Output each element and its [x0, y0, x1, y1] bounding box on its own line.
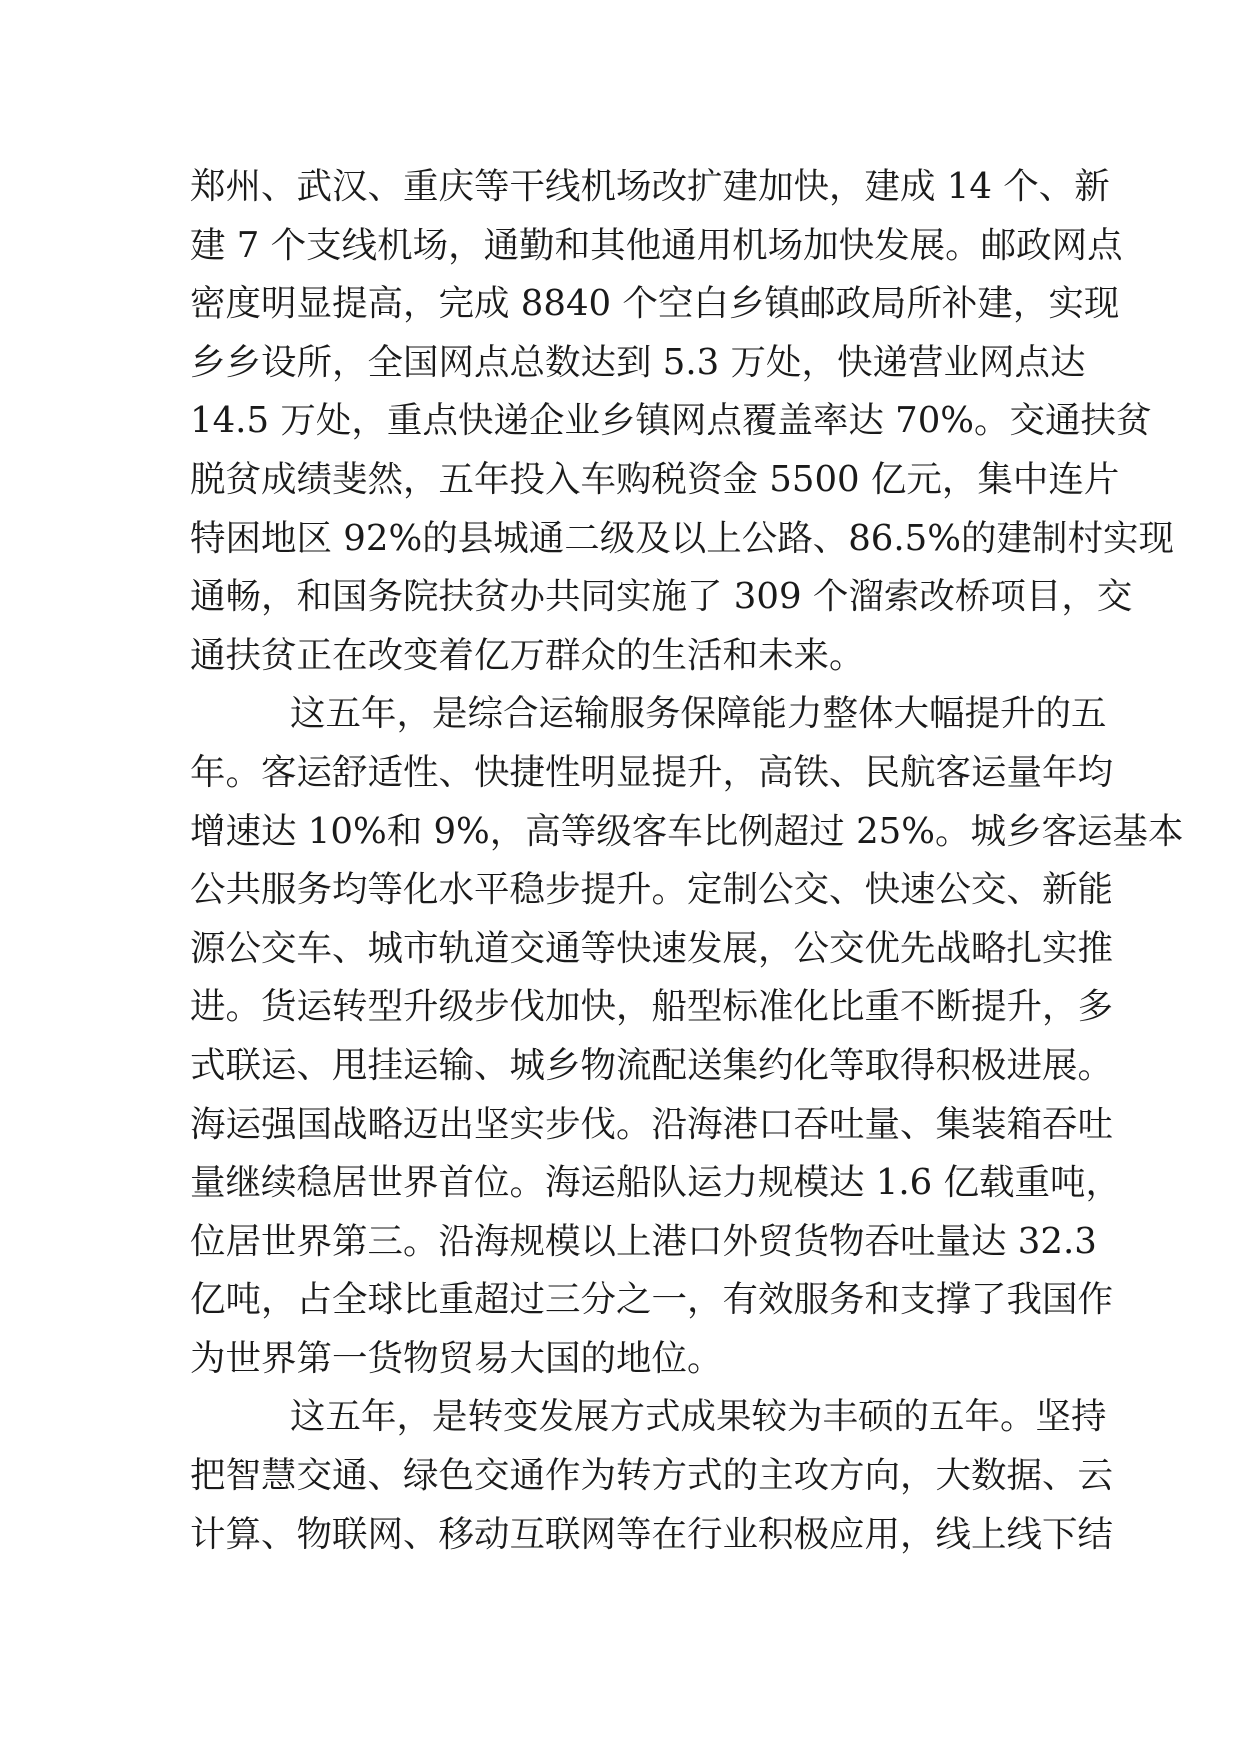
text-line: 14.5 万处，重点快递企业乡镇网点覆盖率达 70%。交通扶贫	[190, 400, 1152, 442]
text-line: 特困地区 92%的县城通二级及以上公路、86.5%的建制村实现	[190, 517, 1174, 559]
paragraph-first-line: 这五年，是转变发展方式成果较为丰硕的五年。坚持	[290, 1396, 1107, 1438]
text-line: 密度明显提高，完成 8840 个空白乡镇邮政局所补建，实现	[190, 283, 1120, 325]
text-line: 亿吨，占全球比重超过三分之一，有效服务和支撑了我国作	[190, 1279, 1114, 1321]
text-line: 计算、物联网、移动互联网等在行业积极应用，线上线下结	[190, 1513, 1114, 1555]
text-line: 源公交车、城市轨道交通等快速发展，公交优先战略扎实推	[190, 927, 1114, 969]
text-line: 进。货运转型升级步伐加快，船型标准化比重不断提升，多	[190, 986, 1114, 1028]
text-line: 乡乡设所，全国网点总数达到 5.3 万处，快递营业网点达	[190, 341, 1086, 383]
text-line: 式联运、甩挂运输、城乡物流配送集约化等取得积极进展。	[190, 1044, 1114, 1086]
text-line: 海运强国战略迈出坚实步伐。沿海港口吞吐量、集装箱吞吐	[190, 1103, 1114, 1145]
text-line: 把智慧交通、绿色交通作为转方式的主攻方向，大数据、云	[190, 1455, 1114, 1497]
paragraph-first-line: 这五年，是综合运输服务保障能力整体大幅提升的五	[290, 693, 1107, 735]
text-line: 位居世界第三。沿海规模以上港口外贸货物吞吐量达 32.3	[190, 1220, 1097, 1262]
text-line: 为世界第一货物贸易大国的地位。	[190, 1337, 723, 1379]
text-line: 脱贫成绩斐然，五年投入车购税资金 5500 亿元，集中连片	[190, 458, 1120, 500]
text-line: 郑州、武汉、重庆等干线机场改扩建加快，建成 14 个、新	[190, 166, 1110, 207]
body-text	[190, 158, 1184, 1564]
text-line: 通畅，和国务院扶贫办共同实施了 309 个溜索改桥项目，交	[190, 576, 1133, 618]
text-line: 量继续稳居世界首位。海运船队运力规模达 1.6 亿载重吨，	[190, 1162, 1122, 1204]
text-line: 年。客运舒适性、快捷性明显提升，高铁、民航客运量年均	[190, 751, 1114, 793]
text-line: 增速达 10%和 9%，高等级客车比例超过 25%。城乡客运基本	[190, 810, 1184, 852]
text-line: 建 7 个支线机场，通勤和其他通用机场加快发展。邮政网点	[190, 224, 1123, 266]
text-line: 公共服务均等化水平稳步提升。定制公交、快速公交、新能	[190, 869, 1114, 911]
text-line: 通扶贫正在改变着亿万群众的生活和未来。	[190, 634, 865, 676]
